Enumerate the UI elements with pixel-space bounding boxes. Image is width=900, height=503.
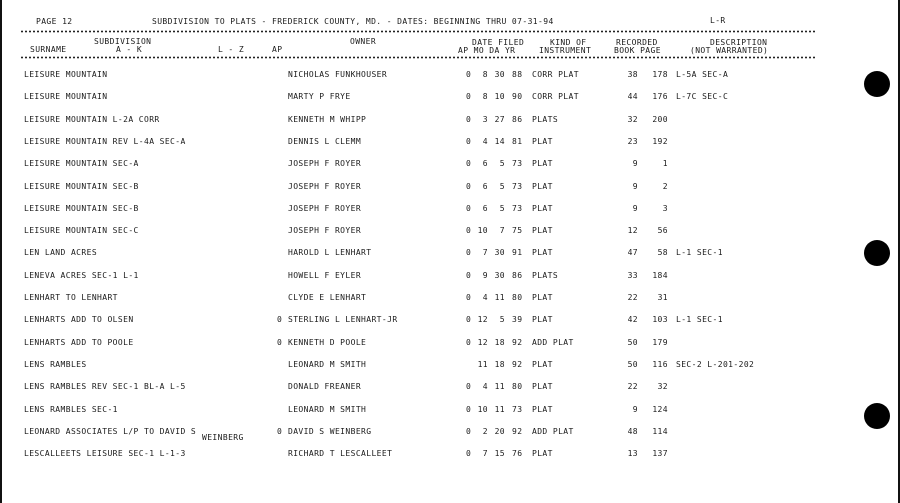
- year-cell: 81: [512, 136, 523, 146]
- day-cell: 15: [494, 449, 505, 459]
- month-cell: 12: [477, 315, 488, 325]
- table-row: [2, 92, 900, 104]
- subdivision-cell: LENEVA ACRES SEC-1 L-1: [24, 270, 139, 280]
- book-cell: 44: [627, 92, 638, 102]
- col-kind-of: KIND OF: [550, 38, 587, 47]
- ap-cell: 0: [466, 248, 472, 258]
- page-cell: 2: [662, 181, 668, 191]
- marker-cell: 0: [277, 337, 283, 347]
- month-cell: 7: [482, 248, 488, 258]
- ap-cell: 0: [466, 92, 472, 102]
- table-row: [2, 315, 900, 327]
- ap-cell: 0: [466, 315, 472, 325]
- owner-cell: JOSEPH F ROYER: [288, 203, 362, 213]
- subdivision-cell: LEN LAND ACRES: [24, 248, 98, 258]
- day-cell: 11: [494, 404, 505, 414]
- page-cell: 176: [652, 92, 668, 102]
- instrument-cell: PLAT: [532, 382, 553, 392]
- instrument-cell: PLAT: [532, 226, 553, 236]
- page-cell: 178: [652, 70, 668, 79]
- book-cell: 50: [627, 359, 638, 369]
- page-cell: 103: [652, 315, 668, 325]
- year-cell: 39: [512, 315, 523, 325]
- description-cell: SEC-2 L-201-202: [676, 359, 755, 369]
- ap-cell: 0: [466, 114, 472, 124]
- col-description: DESCRIPTION: [710, 38, 768, 47]
- page-cell: 200: [652, 114, 668, 124]
- owner-cell: LEONARD M SMITH: [288, 404, 367, 414]
- subdivision-cell: LEISURE MOUNTAIN: [24, 70, 108, 79]
- table-row: [2, 426, 900, 442]
- instrument-cell: PLAT: [532, 181, 553, 191]
- instrument-cell: ADD PLAT: [532, 337, 574, 347]
- table-row: [2, 226, 900, 238]
- table-row: [2, 360, 900, 372]
- year-cell: 80: [512, 382, 523, 392]
- table-row: [2, 382, 900, 394]
- subdivision-cell: LENS RAMBLES: [24, 359, 87, 369]
- owner-cell: JOSEPH F ROYER: [288, 159, 362, 169]
- col-a-k: A - K: [116, 45, 143, 54]
- year-cell: 92: [512, 337, 523, 347]
- col-ap: AP: [272, 45, 283, 54]
- page-cell: 3: [662, 203, 668, 213]
- instrument-cell: PLAT: [532, 248, 553, 258]
- owner-cell: NICHOLAS FUNKHOUSER: [288, 70, 388, 79]
- instrument-cell: ADD PLAT: [532, 426, 574, 436]
- page-cell: 124: [652, 404, 668, 414]
- subdivision-cell: LENS RAMBLES SEC-1: [24, 404, 118, 414]
- description-cell: L-5A SEC-A: [676, 70, 729, 79]
- table-row: [2, 159, 900, 171]
- month-cell: 10: [477, 226, 488, 236]
- day-cell: 27: [494, 114, 505, 124]
- table-row: [2, 293, 900, 305]
- instrument-cell: PLAT: [532, 136, 553, 146]
- year-cell: 73: [512, 181, 523, 191]
- month-cell: 11: [477, 359, 488, 369]
- ap-cell: 0: [466, 404, 472, 414]
- ap-cell: 0: [466, 203, 472, 213]
- ap-cell: 0: [466, 293, 472, 302]
- owner-cell: KENNETH D POOLE: [288, 337, 367, 347]
- book-cell: 22: [627, 382, 638, 392]
- year-cell: 92: [512, 359, 523, 369]
- month-cell: 6: [482, 181, 488, 191]
- col-l-z: L - Z: [218, 45, 245, 54]
- book-cell: 22: [627, 293, 638, 302]
- instrument-cell: CORR PLAT: [532, 70, 579, 79]
- month-cell: 7: [482, 449, 488, 459]
- ap-cell: 0: [466, 449, 472, 459]
- day-cell: 5: [499, 181, 505, 191]
- book-cell: 38: [627, 70, 638, 79]
- page-cell: 58: [657, 248, 668, 258]
- day-cell: 11: [494, 382, 505, 392]
- owner-cell: KENNETH M WHIPP: [288, 114, 367, 124]
- table-row: [2, 182, 900, 194]
- year-cell: 73: [512, 203, 523, 213]
- book-cell: 47: [627, 248, 638, 258]
- col-recorded: RECORDED: [616, 38, 658, 47]
- day-cell: 18: [494, 337, 505, 347]
- month-cell: 3: [482, 114, 488, 124]
- page-cell: 1: [662, 159, 668, 169]
- col-subdivision: SUBDIVISION: [94, 37, 152, 46]
- year-cell: 88: [512, 70, 523, 79]
- table-row: [2, 449, 900, 461]
- book-cell: 12: [627, 226, 638, 236]
- book-cell: 48: [627, 426, 638, 436]
- month-cell: 12: [477, 337, 488, 347]
- instrument-cell: CORR PLAT: [532, 92, 579, 102]
- ap-cell: 0: [466, 226, 472, 236]
- col-owner: OWNER: [350, 37, 377, 46]
- subdivision-cell: LEONARD ASSOCIATES L/P TO DAVID S: [24, 426, 197, 436]
- subdivision-cell: LEISURE MOUNTAIN: [24, 92, 108, 102]
- table-row: [2, 204, 900, 216]
- marker-cell: 0: [277, 426, 283, 436]
- month-cell: 9: [482, 270, 488, 280]
- owner-cell: MARTY P FRYE: [288, 92, 351, 102]
- day-cell: 11: [494, 293, 505, 302]
- report-title: SUBDIVISION TO PLATS - FREDERICK COUNTY, MD. - DATES: BEGINNING THRU 07-31-94: [152, 17, 554, 26]
- ap-cell: 0: [466, 270, 472, 280]
- owner-cell: JOSEPH F ROYER: [288, 226, 362, 236]
- subdivision-cell: LENS RAMBLES REV SEC-1 BL-A L-5: [24, 382, 186, 392]
- star-rule-bottom: [20, 56, 816, 59]
- day-cell: 20: [494, 426, 505, 436]
- instrument-cell: PLAT: [532, 359, 553, 369]
- subdivision-cell: LEISURE MOUNTAIN SEC-C: [24, 226, 139, 236]
- year-cell: 75: [512, 226, 523, 236]
- subdivision-cell: LEISURE MOUNTAIN REV L-4A SEC-A: [24, 136, 186, 146]
- year-cell: 86: [512, 270, 523, 280]
- table-row: [2, 271, 900, 283]
- year-cell: 92: [512, 426, 523, 436]
- instrument-cell: PLAT: [532, 293, 553, 302]
- subdivision-cell: LEISURE MOUNTAIN SEC-A: [24, 159, 139, 169]
- day-cell: 5: [499, 159, 505, 169]
- month-cell: 4: [482, 382, 488, 392]
- day-cell: 5: [499, 315, 505, 325]
- day-cell: 18: [494, 359, 505, 369]
- description-cell: L-1 SEC-1: [676, 315, 723, 325]
- ap-cell: 0: [466, 159, 472, 169]
- book-cell: 9: [632, 181, 638, 191]
- ap-cell: 0: [466, 181, 472, 191]
- month-cell: 6: [482, 159, 488, 169]
- subdivision-cell: LEISURE MOUNTAIN SEC-B: [24, 203, 139, 213]
- year-cell: 73: [512, 404, 523, 414]
- owner-cell: HOWELL F EYLER: [288, 270, 362, 280]
- owner-cell: DONALD FREANER: [288, 382, 362, 392]
- year-cell: 86: [512, 114, 523, 124]
- col-book-page: BOOK PAGE: [614, 46, 661, 55]
- description-cell: L-7C SEC-C: [676, 92, 729, 102]
- col-ap-mo-da-yr: AP MO DA YR: [458, 46, 516, 55]
- table-row: [2, 405, 900, 417]
- page-cell: 114: [652, 426, 668, 436]
- year-cell: 80: [512, 293, 523, 302]
- ap-cell: 0: [466, 136, 472, 146]
- ap-cell: 0: [466, 426, 472, 436]
- book-cell: 50: [627, 337, 638, 347]
- day-cell: 30: [494, 70, 505, 79]
- page-cell: 137: [652, 449, 668, 459]
- book-cell: 13: [627, 449, 638, 459]
- book-cell: 42: [627, 315, 638, 325]
- owner-cell: STERLING L LENHART-JR: [288, 315, 398, 325]
- month-cell: 4: [482, 293, 488, 302]
- marker-cell: 0: [277, 315, 283, 325]
- day-cell: 7: [499, 226, 505, 236]
- description-cell: L-1 SEC-1: [676, 248, 723, 258]
- ap-cell: 0: [466, 382, 472, 392]
- day-cell: 30: [494, 248, 505, 258]
- col-date-filed: DATE FILED: [472, 38, 525, 47]
- page-label: PAGE 12: [36, 17, 73, 26]
- table-row: [2, 70, 900, 82]
- instrument-cell: PLAT: [532, 203, 553, 213]
- book-cell: 32: [627, 114, 638, 124]
- ap-cell: 0: [466, 337, 472, 347]
- subdivision-cell: LEISURE MOUNTAIN L-2A CORR: [24, 114, 160, 124]
- month-cell: 4: [482, 136, 488, 146]
- table-row: [2, 338, 900, 350]
- ap-cell: 0: [466, 70, 472, 79]
- owner-cell: DENNIS L CLEMM: [288, 136, 362, 146]
- subdivision-cell: LESCALLEETS LEISURE SEC-1 L-1-3: [24, 449, 186, 459]
- page-cell: 31: [657, 293, 668, 302]
- year-cell: 76: [512, 449, 523, 459]
- page-cell: 184: [652, 270, 668, 280]
- month-cell: 6: [482, 203, 488, 213]
- month-cell: 8: [482, 70, 488, 79]
- day-cell: 30: [494, 270, 505, 280]
- day-cell: 10: [494, 92, 505, 102]
- page-cell: 192: [652, 136, 668, 146]
- instrument-cell: PLAT: [532, 159, 553, 169]
- book-cell: 9: [632, 404, 638, 414]
- month-cell: 8: [482, 92, 488, 102]
- table-row: [2, 248, 900, 260]
- subdivision-cell: LENHART TO LENHART: [24, 293, 118, 302]
- day-cell: 14: [494, 136, 505, 146]
- table-row: [2, 115, 900, 127]
- page-cell: 179: [652, 337, 668, 347]
- col-surname: SURNAME: [30, 45, 67, 54]
- page-cell: 116: [652, 359, 668, 369]
- month-cell: 10: [477, 404, 488, 414]
- owner-cell: DAVID S WEINBERG: [288, 426, 372, 436]
- book-cell: 9: [632, 203, 638, 213]
- book-cell: 33: [627, 270, 638, 280]
- instrument-cell: PLATS: [532, 270, 559, 280]
- star-rule-top: [20, 30, 816, 33]
- instrument-cell: PLATS: [532, 114, 559, 124]
- col-instrument: INSTRUMENT: [539, 46, 592, 55]
- owner-cell: CLYDE E LENHART: [288, 293, 367, 302]
- owner-cell: JOSEPH F ROYER: [288, 181, 362, 191]
- owner-cell: RICHARD T LESCALLEET: [288, 449, 393, 459]
- instrument-cell: PLAT: [532, 404, 553, 414]
- owner-cell: HAROLD L LENHART: [288, 248, 372, 258]
- subdivision-cell: LEISURE MOUNTAIN SEC-B: [24, 181, 139, 191]
- page-cell: 32: [657, 382, 668, 392]
- instrument-cell: PLAT: [532, 449, 553, 459]
- page-cell: 56: [657, 226, 668, 236]
- subdivision-continuation-cell: WEINBERG: [202, 432, 244, 442]
- col-not-warranted: (NOT WARRANTED): [690, 46, 769, 55]
- range-label: L-R: [710, 16, 726, 25]
- year-cell: 73: [512, 159, 523, 169]
- table-row: [2, 137, 900, 149]
- book-cell: 9: [632, 159, 638, 169]
- subdivision-cell: LENHARTS ADD TO POOLE: [24, 337, 134, 347]
- day-cell: 5: [499, 203, 505, 213]
- year-cell: 90: [512, 92, 523, 102]
- year-cell: 91: [512, 248, 523, 258]
- subdivision-cell: LENHARTS ADD TO OLSEN: [24, 315, 134, 325]
- owner-cell: LEONARD M SMITH: [288, 359, 367, 369]
- book-cell: 23: [627, 136, 638, 146]
- instrument-cell: PLAT: [532, 315, 553, 325]
- month-cell: 2: [482, 426, 488, 436]
